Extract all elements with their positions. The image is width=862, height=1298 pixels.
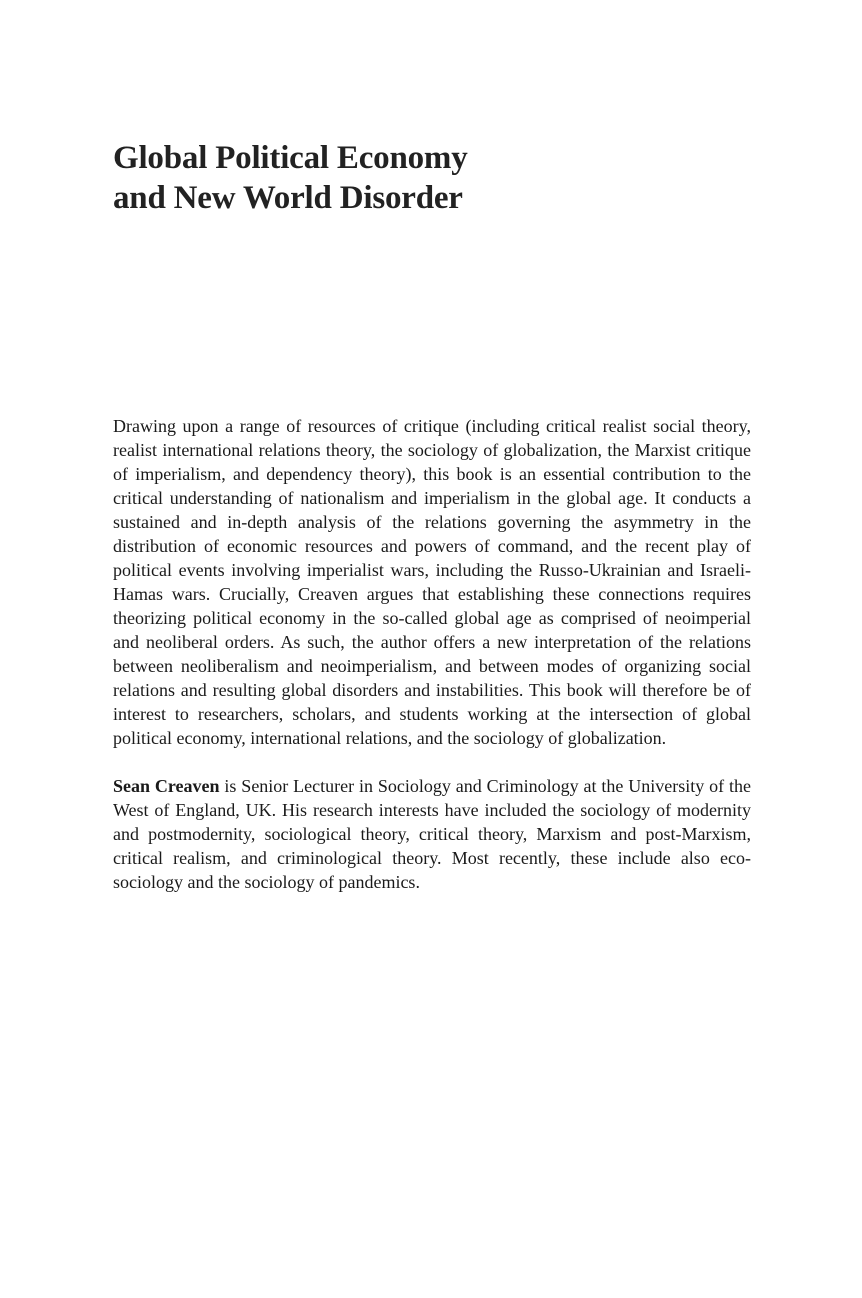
book-title xyxy=(113,138,753,218)
author-bio-text: is Senior Lecturer in Sociology and Criminology at the University of the West of England, UK. His research interests have included the sociology of modernity and postmodernity, sociological theory, critical theory, Marxism and post-Marxism, critical realism, and criminological theory. Most recently, these include also eco-sociology and the sociology of pandemics. xyxy=(113,776,751,892)
book-title-line-1: Global Political Economy xyxy=(113,140,468,176)
book-description-block xyxy=(113,414,751,894)
book-description: Drawing upon a range of resources of critique (including critical realist social theory, realist international relations theory, the sociology of globalization, the Marxist critique of imperialism, and dependency theory), this book is an essential contribution to the critical understanding of nationalism and imperialism in the global age. It conducts a sustained and in-depth analysis of the relations governing the asymmetry in the distribution of economic resources and powers of command, and the recent play of political events involving imperialist wars, including the Russo-Ukrainian and Israeli-Hamas wars. Crucially, Creaven argues that establishing these connections requires theorizing political economy in the so-called global age as comprised of neoimperial and neoliberal orders. As such, the author offers a new interpretation of the relations between neoliberalism and neoimperialism, and between modes of organizing social relations and resulting global disorders and instabilities. This book will therefore be of interest to researchers, scholars, and students working at the intersection of global political economy, international relations, and the sociology of globalization. xyxy=(113,416,751,748)
author-bio xyxy=(113,774,751,894)
book-title-line-2: and New World Disorder xyxy=(113,180,463,216)
author-name: Sean Creaven xyxy=(113,776,220,796)
